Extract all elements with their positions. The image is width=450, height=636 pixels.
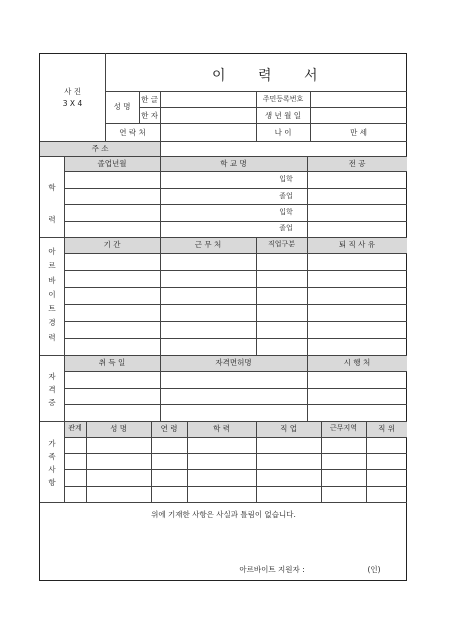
edu-row-line: [64, 204, 407, 205]
edu-col-line: [160, 156, 161, 237]
address-label: 주 소: [91, 144, 109, 153]
family-row-line: [64, 469, 407, 470]
address-row-bottom: [40, 156, 407, 157]
career-row-line: [64, 253, 407, 254]
career-bottom: [40, 355, 407, 356]
career-row-line: [64, 338, 407, 339]
education-section-label: 학력: [48, 183, 56, 224]
hanja-label: 한 자: [141, 111, 158, 120]
family-col-line: [366, 421, 367, 502]
edu-row-line: [64, 188, 407, 189]
education-bottom: [40, 237, 407, 238]
edu-row-line: [64, 221, 407, 222]
edu-row-status: 졸업: [279, 192, 293, 200]
family-col-line: [256, 421, 257, 502]
hangul-label: 한 글: [141, 95, 158, 104]
career-col-period: 기 간: [103, 240, 121, 249]
edu-col-major: 전 공: [348, 159, 366, 168]
contact-row-bottom: [40, 141, 407, 142]
edu-col-school: 학 교 명: [220, 159, 247, 168]
family-col-line: [151, 421, 152, 502]
address-divider: [160, 141, 161, 156]
family-col-age: 연 령: [160, 424, 178, 433]
photo-divider: [105, 53, 106, 141]
career-col-reason: 퇴 직 사 유: [338, 240, 376, 249]
family-col-position: 직 위: [378, 424, 395, 433]
license-col-issuer: 시 행 처: [343, 358, 371, 367]
family-col-job: 직 업: [280, 424, 297, 433]
license-row-line: [64, 404, 407, 405]
edu-row-status: 입학: [279, 208, 293, 216]
family-col-line: [86, 421, 87, 502]
career-col-job: 직업구분: [267, 240, 296, 248]
declaration-statement: 위에 기재한 사항은 사실과 틀림이 없습니다.: [151, 510, 296, 519]
career-row-line: [64, 321, 407, 322]
license-row-line: [64, 388, 407, 389]
career-col-line: [160, 237, 161, 355]
career-row-line: [64, 304, 407, 305]
applicant-label: 아르바이트 지원자 :: [239, 565, 305, 574]
family-col-region: 근무지역: [329, 424, 358, 432]
photo-size: 3 X 4: [62, 99, 83, 108]
age-value: 만 세: [350, 128, 367, 137]
career-col-line: [307, 237, 308, 355]
edu-row-line: [64, 171, 407, 172]
career-col-line: [256, 237, 257, 355]
family-row-line: [64, 453, 407, 454]
family-col-relation: 관계: [68, 424, 82, 432]
name-value-divider: [160, 91, 161, 141]
career-row-line: [64, 287, 407, 288]
edu-col-graduation: 졸업년월: [97, 159, 127, 168]
family-col-name: 성 명: [110, 424, 127, 433]
license-col-name: 자격면허명: [215, 358, 252, 367]
family-row-line: [64, 437, 407, 438]
section-label-column: [64, 156, 65, 502]
age-label: 나 이: [274, 128, 292, 137]
license-row-line: [64, 371, 407, 372]
name-row-divider: [139, 107, 407, 108]
page-title: 이 력 서: [212, 68, 332, 84]
name-label: 성 명: [113, 102, 131, 111]
edu-row-status: 졸업: [279, 224, 293, 232]
license-bottom: [40, 421, 407, 422]
edu-col-line: [307, 156, 308, 237]
family-section-label: 가족사항: [48, 439, 56, 488]
family-col-education: 학 력: [213, 424, 230, 433]
family-col-line: [321, 421, 322, 502]
career-col-workplace: 근 무 처: [194, 240, 222, 249]
family-col-line: [187, 421, 188, 502]
birth-label: 생 년 월 일: [264, 111, 302, 120]
career-row-line: [64, 270, 407, 271]
family-bottom: [40, 502, 407, 503]
license-col-date: 취 득 일: [98, 358, 126, 367]
career-section-label: 아르바이트경력: [48, 247, 56, 342]
seal-mark: (인): [367, 565, 381, 574]
license-section-label: 자격증: [48, 372, 56, 408]
family-row-line: [64, 486, 407, 487]
photo-label: 사 진: [64, 87, 81, 96]
contact-label: 연 락 처: [119, 128, 146, 137]
rrn-label: 주민등록번호: [262, 95, 304, 103]
edu-row-status: 입학: [279, 175, 293, 183]
